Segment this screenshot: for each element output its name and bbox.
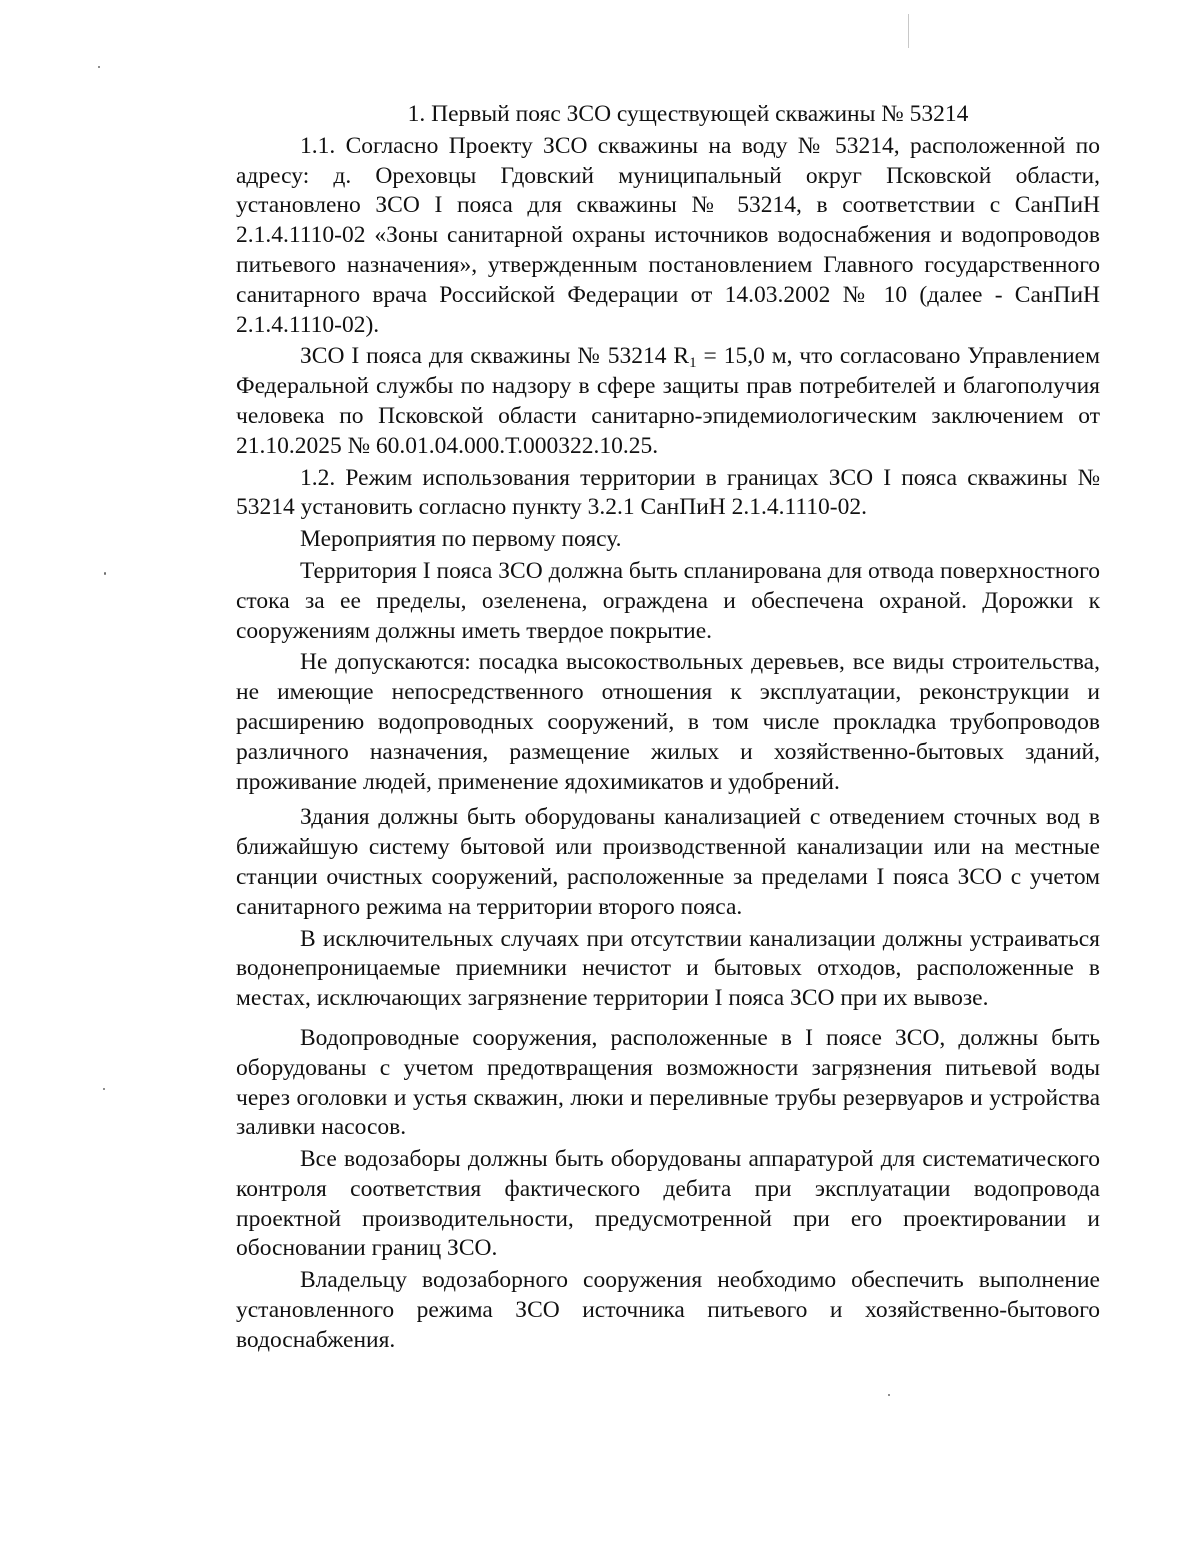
scan-speck [98, 66, 100, 68]
scan-speck [888, 1394, 890, 1396]
section-heading: 1. Первый пояс ЗСО существующей скважины № 53214 [407, 101, 969, 127]
paragraph-radius [236, 342, 1100, 461]
paragraph-exceptional-cases: В исключительных случаях при отсутствии канализации должны устраиваться водонепроницаемые приемники нечистот и бытовых отходов, расположенные в местах, исключающих загрязнение территории I пояса ЗСО при их вывозе. [236, 925, 1100, 1012]
paragraph-1-2: 1.2. Режим использования территории в границах ЗСО I пояса скважины № 53214 установить согласно пункту 3.2.1 СанПиН 2.1.4.1110-02. [236, 464, 1100, 521]
paragraph-owner: Владельцу водозаборного сооружения необходимо обеспечить выполнение установленного режима ЗСО источника питьевого и хозяйственно-бытового водоснабжения. [236, 1267, 1100, 1353]
radius-subscript: 1 [689, 355, 697, 372]
document-body [236, 100, 1100, 1356]
scan-speck [104, 572, 106, 575]
scan-speck [103, 1088, 105, 1090]
paragraph-measures-title: Мероприятия по первому поясу. [300, 526, 622, 553]
paragraph-radius-text: ЗСО I пояса для скважины № 53214 R [300, 343, 690, 370]
paragraph-buildings: Здания должны быть оборудованы канализацией с отведением сточных вод в ближайшую систему бытовой или производственной канализации или на местные станции очистных сооружений, расположенные за пределами I пояса ЗСО с учетом санитарного режима на территории второго пояса. [236, 804, 1100, 920]
paragraph-water-structures: Водопроводные сооружения, расположенные в I поясе ЗСО, должны быть оборудованы с учетом предотвращения возможности загрязнения питьевой воды через оголовки и устья скважин, люки и переливные трубы резервуаров и устройства заливки насосов. [236, 1024, 1100, 1141]
paragraph-water-intakes: Все водозаборы должны быть оборудованы аппаратурой для систематического контроля соответствия фактического дебита при эксплуатации водопровода проектной производительности, предусмотренной при его проектировании и обосновании границ ЗСО. [236, 1146, 1100, 1262]
paragraph-radius-rest: = 15,0 м, что согласовано Управлением Федеральной службы по надзору в сфере защиты прав потребителей и благополучия человека по Псковской области санитарно-эпидемиологическим заключением от 21.10.2025 № 60.01.04.000.Т.000322.10.25. [236, 343, 1100, 459]
paragraph-prohibitions: Не допускаются: посадка высокоствольных деревьев, все виды строительства, не имеющие непосредственного отношения к эксплуатации, реконструкции и расширению водопроводных сооружений, в том числе прокладка трубопроводов различного назначения, размещение жилых и хозяйственно-бытовых зданий, проживание людей, применение ядохимикатов и удобрений. [236, 649, 1100, 795]
paragraph-territory: Территория I пояса ЗСО должна быть спланирована для отвода поверхностного стока за ее пределы, озеленена, ограждена и обеспечена охраной. Дорожки к сооружениям должны иметь твердое покрытие. [236, 557, 1100, 644]
scan-artifact-line [908, 14, 909, 48]
paragraph-1-1: 1.1. Согласно Проекту ЗСО скважины на воду № 53214, расположенной по адресу: д. Ореховцы Гдовский муниципальный округ Псковской области, установлено ЗСО I пояса для скважины № 53214, в соответствии с СанПиН 2.1.4.1110-02 «Зоны санитарной охраны источников водоснабжения и водопроводов питьевого назначения», утвержденным постановлением Главного государственного санитарного врача Российской Федерации от 14.03.2002 № 10 (далее - СанПиН 2.1.4.1110-02). [236, 132, 1100, 338]
